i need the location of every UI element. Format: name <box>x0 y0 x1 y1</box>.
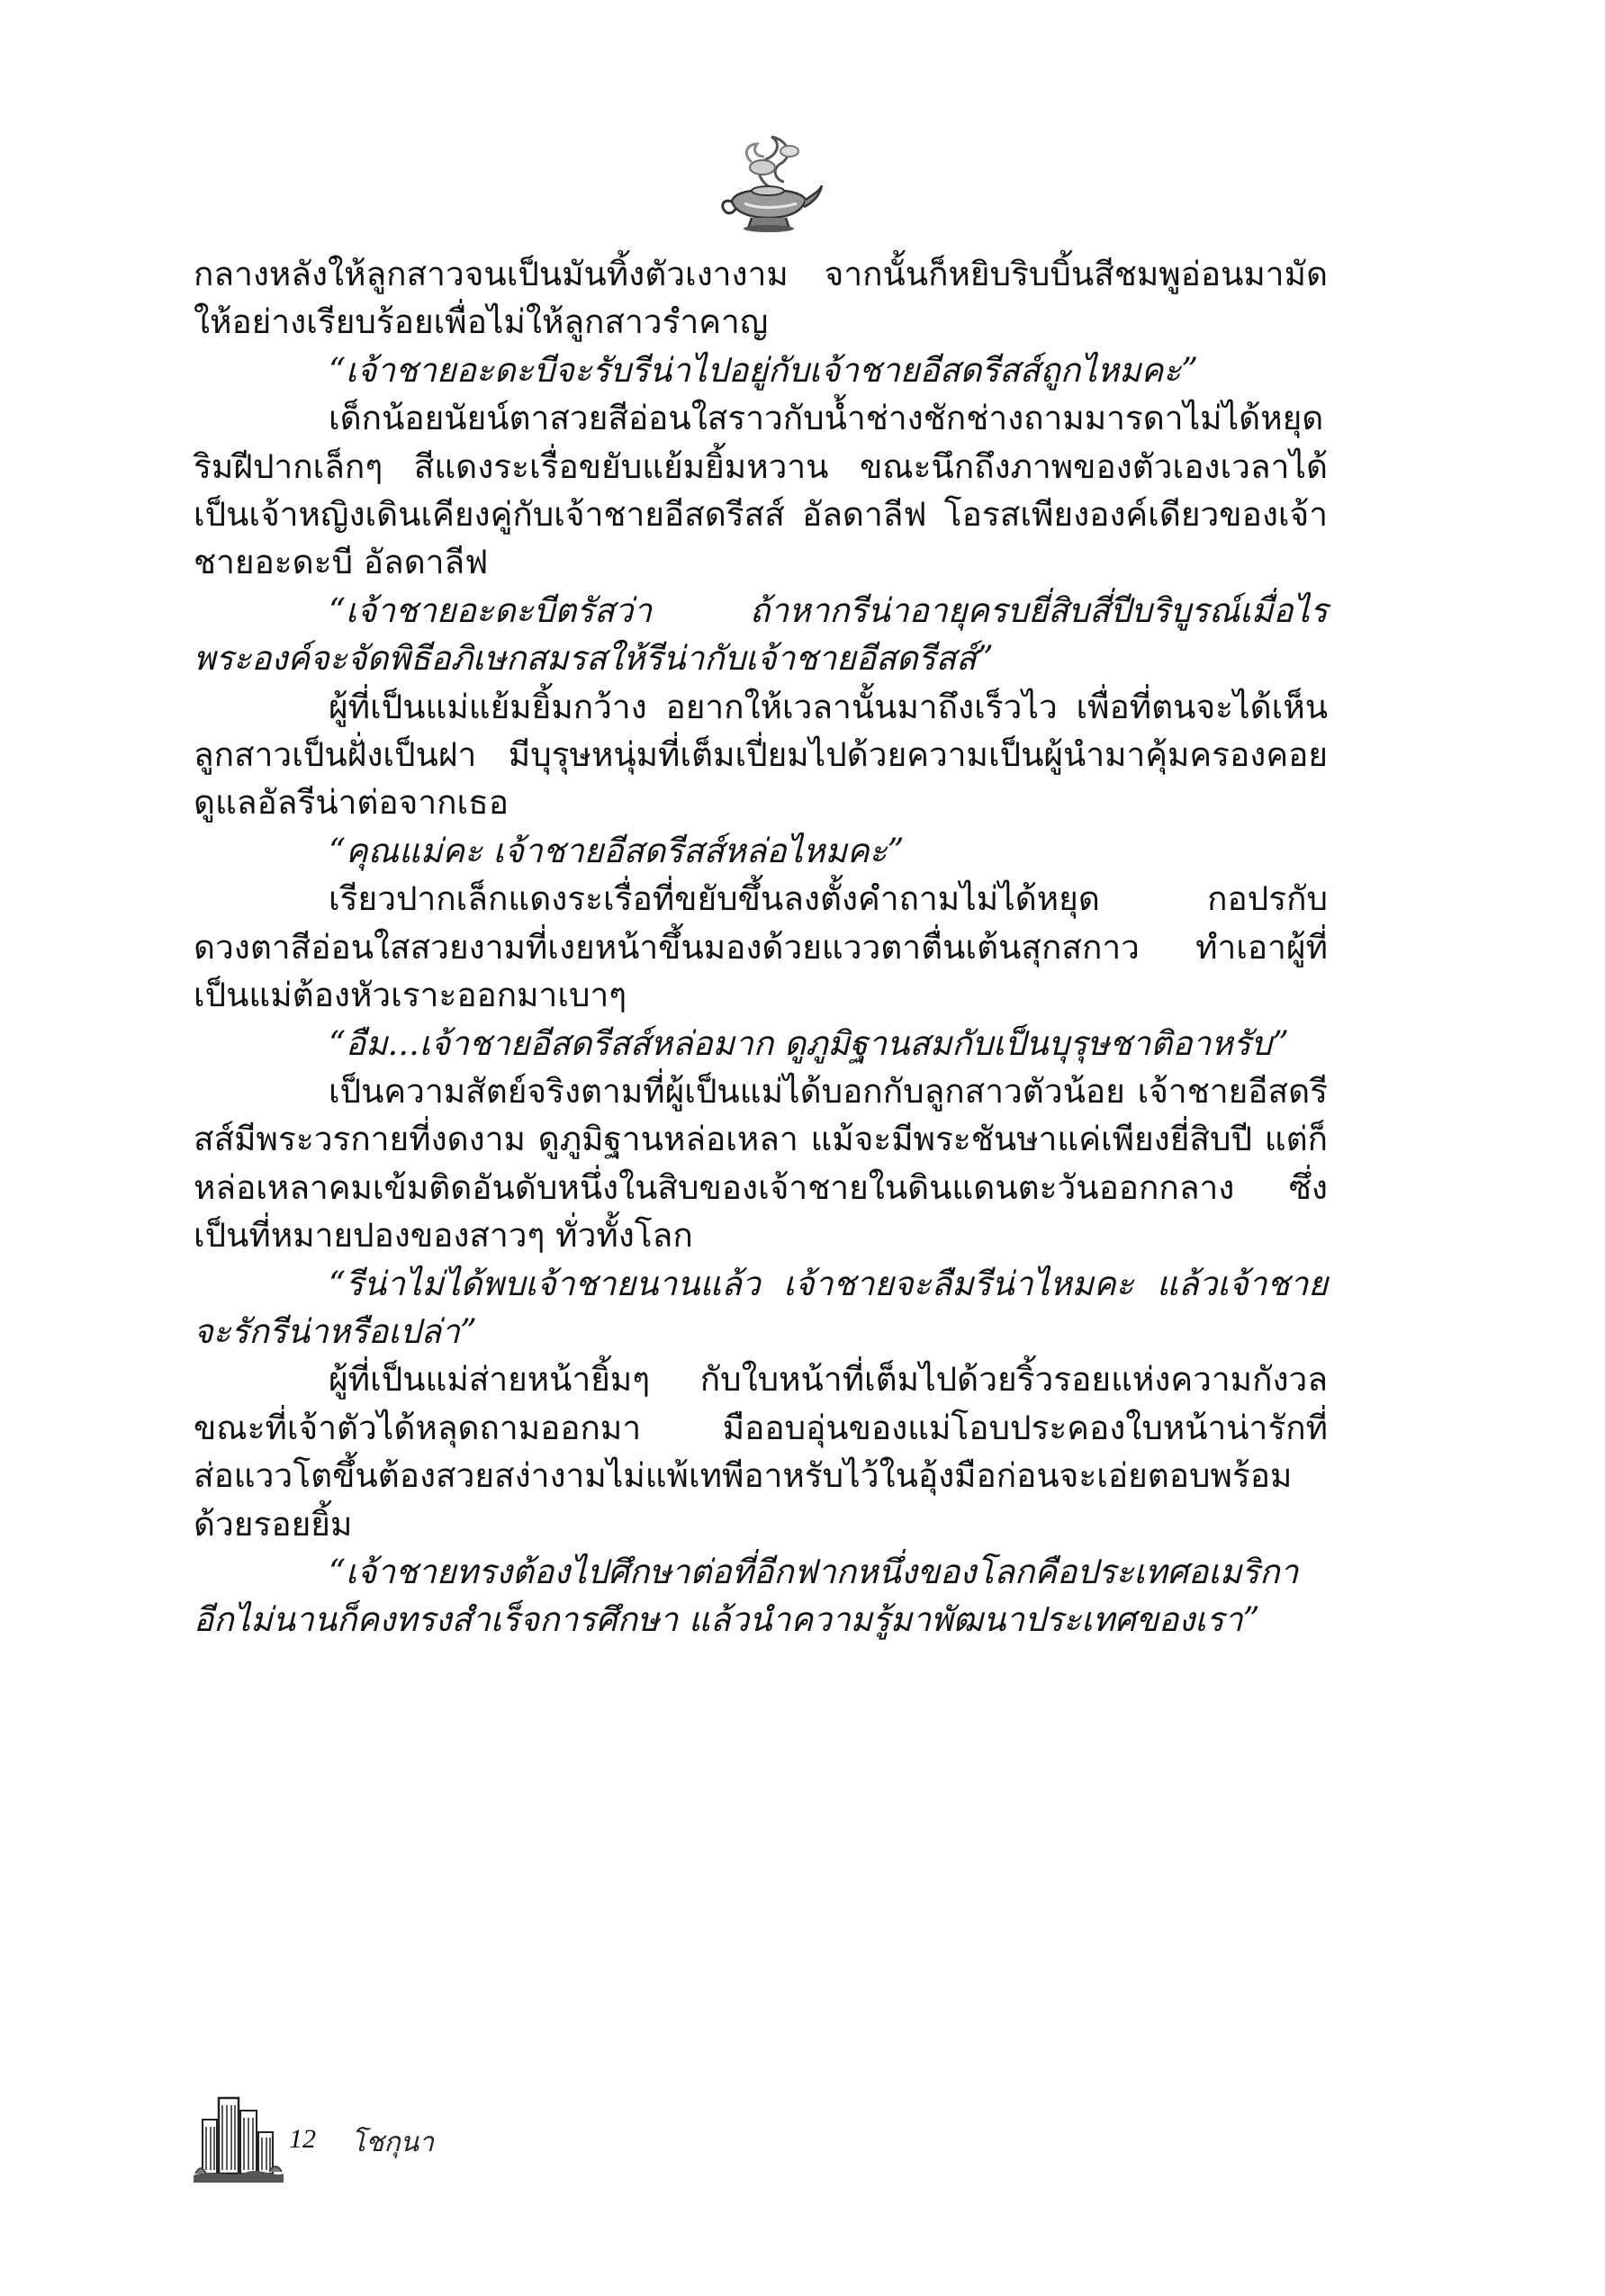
dialogue-5: “รีน่าไม่ได้พบเจ้าชายนานแล้ว เจ้าชายจะลืมรีน่าไหมคะ แล้วเจ้าชายจะรักรีน่าหรือเปล่า” <box>194 1264 1328 1351</box>
dialogue-1: “เจ้าชายอะดะบีจะรับรีน่าไปอยู่กับเจ้าชายอีสดรีสส์ถูกไหมคะ” <box>329 350 1199 390</box>
page-number: 12 <box>289 2124 316 2154</box>
dialogue-2: “เจ้าชายอะดะบีตรัสว่า ถ้าหากรีน่าอายุครบยี่สิบสี่ปีบริบูรณ์เมื่อไรพระองค์จะจัดพิธีอภิเษกสมรสให้รีน่ากับเจ้าชายอีสดรีสส์” <box>194 590 1328 679</box>
author-name: โชกุนา <box>351 2127 434 2158</box>
paragraph-3: ผู้ที่เป็นแม่แย้มยิ้มกว้าง อยากให้เวลานั้นมาถึงเร็วไว เพื่อที่ตนจะได้เห็นลูกสาวเป็นฝั่งเป็นฝา มีบุรุษหนุ่มที่เต็มเปี่ยมไปด้วยความเป็นผู้นำมาคุ้มครองคอยดูแลอัลรีน่าต่อจากเธอ <box>194 687 1328 823</box>
genie-lamp-icon <box>716 135 824 234</box>
dialogue-4: “อืม...เจ้าชายอีสดรีสส์หล่อมาก ดูภูมิฐานสมกับเป็นบุรุษชาติอาหรับ” <box>329 1023 1289 1063</box>
buildings-icon <box>194 2093 284 2183</box>
paragraph-2: เด็กน้อยนัยน์ตาสวยสีอ่อนใสราวกับน้ำช่างชักช่างถามมารดาไม่ได้หยุด ริมฝีปากเล็กๆ สีแดงระเรื่อขยับแย้มยิ้มหวาน ขณะนึกถึงภาพของตัวเองเวลาได้เป็นเจ้าหญิงเดินเคียงคู่กับเจ้าชายอีสดรีสส์ อัลดาลีฟ โอรสเพียงองค์เดียวของเจ้าชายอะดะบี อัลดาลีฟ <box>194 399 1328 582</box>
paragraph-4: เรียวปากเล็กแดงระเรื่อที่ขยับขึ้นลงตั้งคำถามไม่ได้หยุด กอปรกับดวงตาสีอ่อนใสสวยงามที่เงยหน้าขึ้นมองด้วยแววตาตื่นเต้นสุกสกาว ทำเอาผู้ที่เป็นแม่ต้องหัวเราะออกมาเบาๆ <box>194 879 1328 1015</box>
dialogue-3: “คุณแม่คะ เจ้าชายอีสดรีสส์หล่อไหมคะ” <box>329 831 905 870</box>
page-footer <box>194 2093 554 2183</box>
paragraph-6: ผู้ที่เป็นแม่ส่ายหน้ายิ้มๆ กับใบหน้าที่เต็มไปด้วยริ้วรอยแห่งความกังวล ขณะที่เจ้าตัวได้หลุดถามออกมา มืออบอุ่นของแม่โอบประคองใบหน้าน่ารักที่ส่อแววโตขึ้นต้องสวยสง่างามไม่แพ้เทพีอาหรับไว้ในอุ้งมือก่อนจะเอ่ยตอบพร้อมด้วยรอยยิ้ม <box>194 1360 1328 1544</box>
page-body <box>194 250 1328 1644</box>
dialogue-6: “เจ้าชายทรงต้องไปศึกษาต่อที่อีกฟากหนึ่งของโลกคือประเทศอเมริกา อีกไม่นานก็คงทรงสำเร็จการศึกษา แล้วนำความรู้มาพัฒนาประเทศของเรา” <box>194 1552 1299 1640</box>
paragraph-1: กลางหลังให้ลูกสาวจนเป็นมันทิ้งตัวเงางาม จากนั้นก็หยิบริบบิ้นสีชมพูอ่อนมามัดให้อย่างเรียบร้อยเพื่อไม่ให้ลูกสาวรำคาญ <box>194 255 1328 342</box>
paragraph-5: เป็นความสัตย์จริงตามที่ผู้เป็นแม่ได้บอกกับลูกสาวตัวน้อย เจ้าชายอีสดรีสส์มีพระวรกายที่งดงาม ดูภูมิฐานหล่อเหลา แม้จะมีพระชันษาแค่เพียงยี่สิบปี แต่ก็หล่อเหลาคมเข้มติดอันดับหนึ่งในสิบของเจ้าชายในดินแดนตะวันออกกลาง ซึ่งเป็นที่หมายปองของสาวๆ ทั่วทั้งโลก <box>194 1071 1328 1256</box>
